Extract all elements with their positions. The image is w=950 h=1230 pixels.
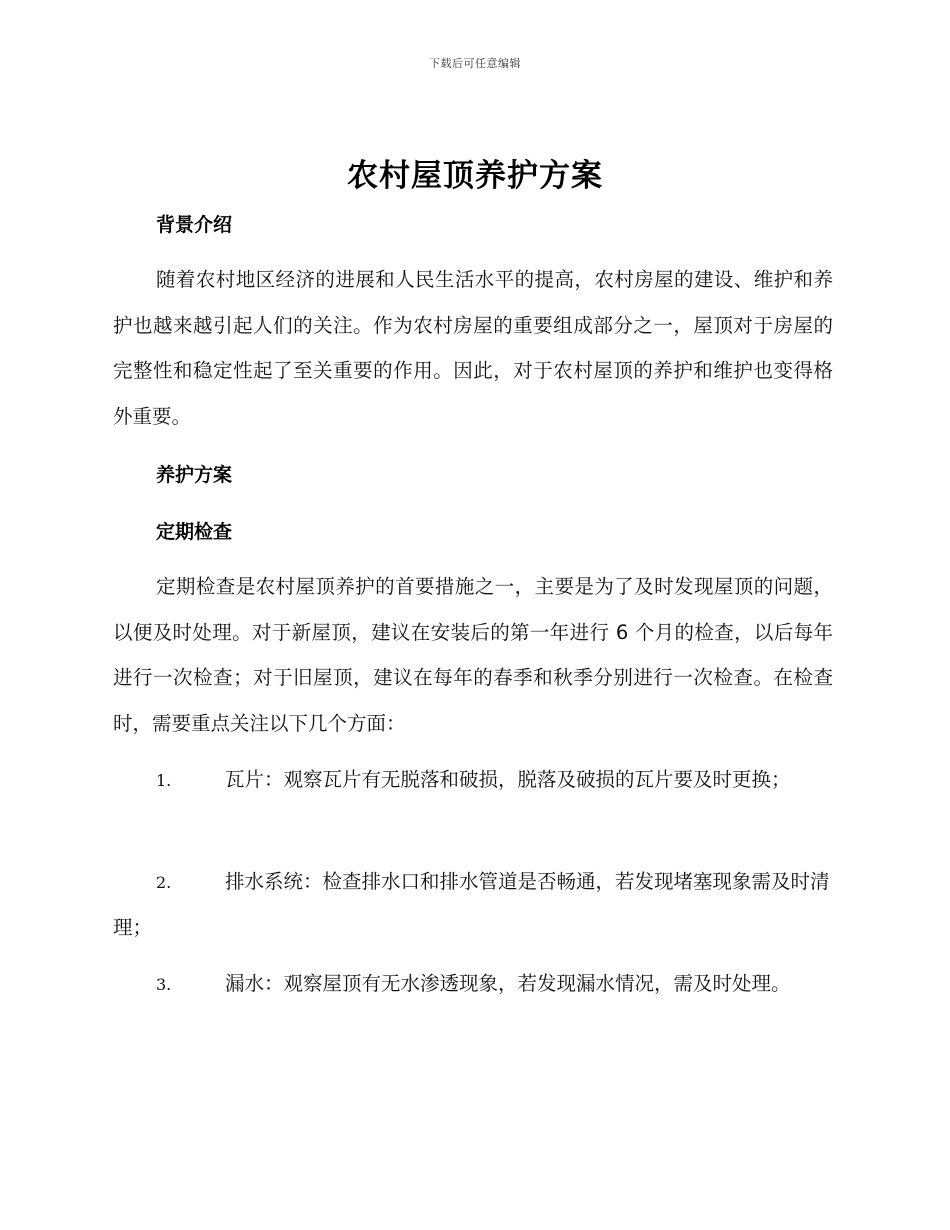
list-item <box>113 859 833 950</box>
list-item-number: 1. <box>156 771 172 790</box>
section-heading-inspection: 定期检查 <box>156 521 233 543</box>
section-heading-plan: 养护方案 <box>156 464 233 486</box>
list-item-text: 排水系统：检查排水口和排水管道是否畅通，若发现堵塞现象需及时清理； <box>113 870 830 939</box>
list-item <box>113 757 833 803</box>
section-heading-background: 背景介绍 <box>156 214 233 236</box>
list-item-number: 2. <box>156 873 172 892</box>
document-title: 农村屋顶养护方案 <box>347 158 603 194</box>
background-paragraph: 随着农村地区经济的进展和人民生活水平的提高，农村房屋的建设、维护和养护也越来越引起人们的关注。作为农村房屋的重要组成部分之一，屋顶对于房屋的完整性和稳定性起了至关重要的作用。因此，对于农村屋顶的养护和维护也变得格外重要。 <box>113 268 833 428</box>
list-item <box>113 961 833 1007</box>
list-item-text: 漏水：观察屋顶有无水渗透现象，若发现漏水情况，需及时处理。 <box>225 972 791 995</box>
header-note: 下载后可任意编辑 <box>429 57 521 70</box>
list-item-text: 瓦片：观察瓦片有无脱落和破损，脱落及破损的瓦片要及时更换； <box>225 768 791 791</box>
list-item-number: 3. <box>156 975 172 994</box>
inspection-paragraph: 定期检查是农村屋顶养护的首要措施之一，主要是为了及时发现屋顶的问题，以便及时处理。对于新屋顶，建议在安装后的第一年进行 6 个月的检查，以后每年进行一次检查；对于旧屋顶，建议在每年的春季和秋季分别进行一次检查。在检查时，需要重点关注以下几个方面： <box>113 575 833 735</box>
